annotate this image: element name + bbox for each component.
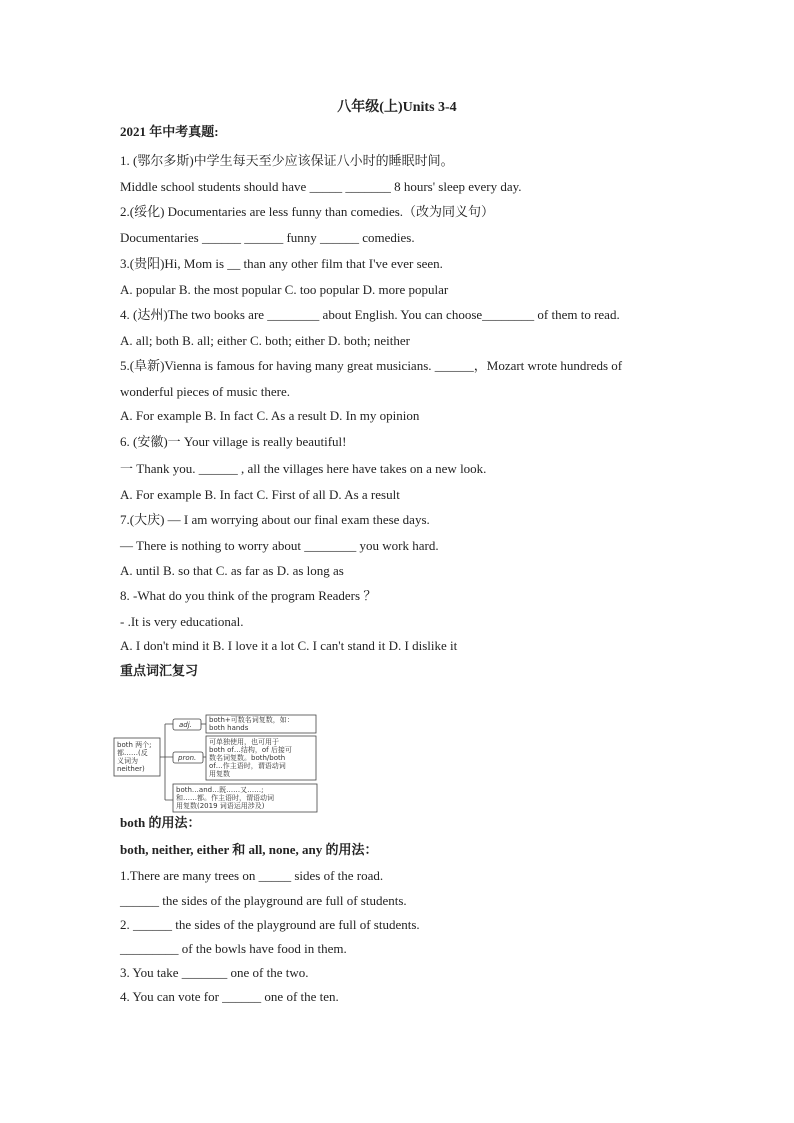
- adj-text-1: both+可数名词复数，如：: [209, 716, 294, 724]
- page-title: 八年级(上)Units 3-4: [337, 100, 457, 115]
- q2-prompt: 2.(绥化) Documentaries are less funny than comedies.（改为同义句）: [120, 204, 495, 219]
- root-line-2: 都……(反: [117, 749, 148, 757]
- section-heading-vocab: 重点词汇复习: [120, 663, 199, 678]
- ex2-line-2: _________ of the bowls have food in them.: [120, 941, 347, 956]
- ex3-line: 3. You take _______ one of the two.: [120, 965, 309, 980]
- adj-text-2: both hands: [209, 724, 249, 732]
- q1-sentence: Middle school students should have _____ _______ 8 hours' sleep every day.: [120, 179, 522, 194]
- adj-label: adj.: [179, 721, 192, 729]
- pron-text-4: of…作主语时，谓语动词: [209, 762, 286, 770]
- root-line-4: neither): [117, 765, 145, 773]
- root-line-3: 义词为: [117, 757, 138, 765]
- conj-text-3: 用复数(2019 词语运用涉及): [176, 802, 265, 810]
- q5-options: A. For example B. In fact C. As a result D. In my opinion: [120, 408, 420, 423]
- ex1-line-2: ______ the sides of the playground are full of students.: [120, 893, 407, 908]
- section-heading-exam: 2021 年中考真题:: [120, 124, 219, 139]
- pron-text-3: 数名词复数。both/both: [209, 754, 286, 762]
- root-line-1: both 两个;: [117, 741, 152, 749]
- q1-prompt: 1. (鄂尔多斯)中学生每天至少应该保证八小时的睡眠时间。: [120, 153, 454, 168]
- pron-text-5: 用复数: [209, 770, 230, 778]
- pron-text-1: 可单独使用，也可用于: [209, 738, 279, 746]
- pron-label: pron.: [178, 754, 197, 762]
- ex4-line: 4. You can vote for ______ one of the ten.: [120, 989, 339, 1004]
- q7-options: A. until B. so that C. as far as D. as long as: [120, 563, 344, 578]
- q4-prompt: 4. (达州)The two books are ________ about English. You can choose________ of them to read.: [120, 307, 620, 322]
- both-usage-heading: both 的用法：: [120, 815, 201, 830]
- q2-sentence: Documentaries ______ ______ funny ______ comedies.: [120, 230, 415, 245]
- conj-text-1: both…and…既……又……;: [176, 786, 264, 794]
- q3-options: A. popular B. the most popular C. too popular D. more popular: [120, 282, 449, 297]
- pron-text-2: both of…结构，of 后接可: [209, 746, 292, 754]
- q7-prompt: 7.(大庆) — I am worrying about our final exam these days.: [120, 512, 430, 527]
- q6-options: A. For example B. In fact C. First of all D. As a result: [120, 487, 400, 502]
- q5-prompt-continued: wonderful pieces of music there.: [120, 384, 291, 399]
- q8-options: A. I don't mind it B. I love it a lot C. I can't stand it D. I dislike it: [120, 638, 458, 653]
- q8-response: - .It is very educational.: [120, 614, 244, 629]
- ex1-line-1: 1.There are many trees on _____ sides of the road.: [120, 868, 384, 883]
- q5-prompt: 5.(阜新)Vienna is famous for having many great musicians. ______，Mozart wrote hundreds of: [120, 358, 623, 373]
- q6-response: 一 Thank you. ______ , all the villages here have takes on a new look.: [120, 461, 487, 476]
- usage-heading: both, neither, either 和 all, none, any 的用法：: [120, 842, 378, 857]
- ex2-line-1: 2. ______ the sides of the playground are full of students.: [120, 917, 420, 932]
- q8-prompt: 8. -What do you think of the program Readers ？: [120, 588, 377, 603]
- q3-prompt: 3.(贵阳)Hi, Mom is __ than any other film that I've ever seen.: [120, 256, 443, 271]
- q4-options: A. all; both B. all; either C. both; either D. both; neither: [120, 333, 410, 348]
- q7-response: — There is nothing to worry about ________ you work hard.: [120, 538, 439, 553]
- both-mind-map: [113, 712, 319, 814]
- conj-text-2: 和……都。作主语时，谓语动词: [176, 794, 274, 802]
- q6-prompt: 6. (安徽)一 Your village is really beautiful!: [120, 434, 347, 449]
